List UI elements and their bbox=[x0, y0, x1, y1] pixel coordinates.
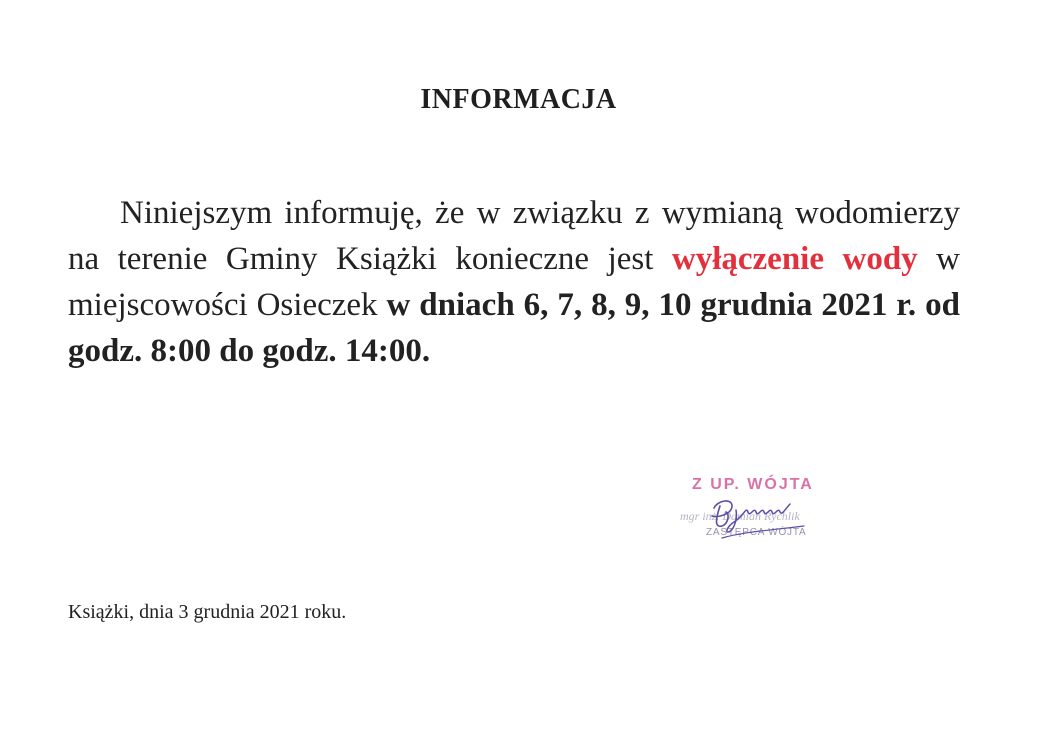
paragraph-text-part1: Niniejszym informuję, że w związku z wymianą wodomierzy na terenie Gminy Książki konieczne jest bbox=[68, 195, 960, 277]
signature-icon bbox=[692, 486, 842, 546]
announcement-paragraph bbox=[68, 190, 960, 374]
stamp-line-authority: Z UP. WÓJTA bbox=[692, 476, 814, 493]
paragraph-text-part2: w miejscowości Osieczek bbox=[68, 241, 960, 323]
stamp-line-position: ZASTĘPCA WÓJTA bbox=[706, 527, 807, 538]
document-title: INFORMACJA bbox=[420, 84, 617, 115]
shutoff-dates: w dniach 6, 7, 8, 9, 10 grudnia 2021 r. od godz. 8:00 do godz. 14:00. bbox=[68, 287, 960, 369]
highlight-water-shutoff: wyłączenie wody bbox=[671, 241, 918, 277]
stamp-line-name: mgr inż. Damian Rychlik bbox=[680, 509, 800, 523]
document-date-place: Książki, dnia 3 grudnia 2021 roku. bbox=[68, 601, 347, 623]
official-stamp bbox=[676, 476, 846, 556]
